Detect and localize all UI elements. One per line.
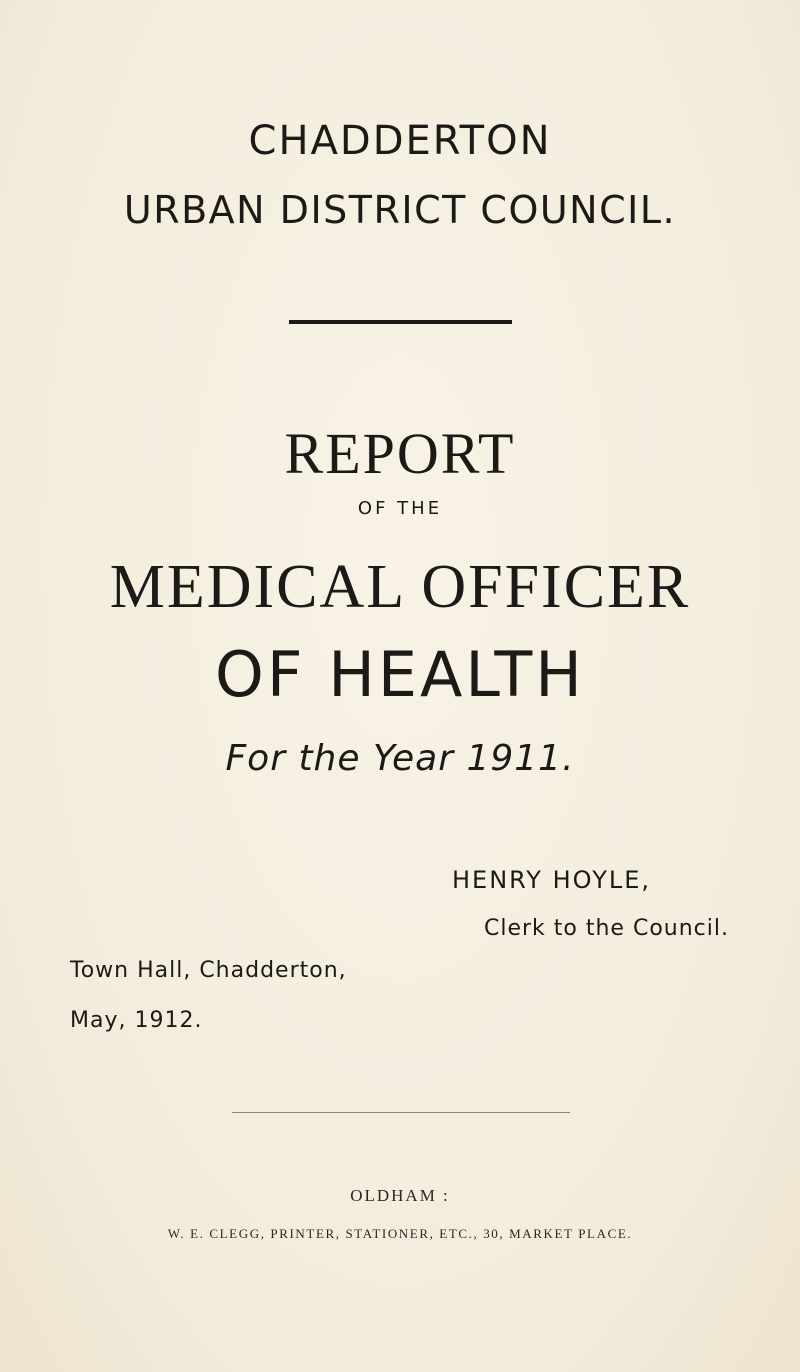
imprint-city: OLDHAM : [350,1186,450,1205]
report-heading: REPORT [284,421,516,486]
clerk-name: HENRY HOYLE, [452,866,652,894]
heavy-divider [289,320,512,324]
thin-divider [232,1112,570,1113]
of-the-label: OF THE [357,498,443,519]
address-line: Town Hall, Chadderton, [70,958,347,983]
of-health-heading: OF HEALTH [215,638,585,711]
date-line: May, 1912. [70,1008,203,1033]
council-name-line2: URBAN DISTRICT COUNCIL. [123,188,677,232]
imprint-printer: W. E. CLEGG, PRINTER, STATIONER, ETC., 30, MARKET PLACE. [167,1226,633,1241]
clerk-title: Clerk to the Council. [484,916,729,941]
council-name-line1: CHADDERTON [248,118,552,164]
medical-officer-heading: MEDICAL OFFICER [109,553,691,621]
report-year: For the Year 1911. [225,738,575,779]
